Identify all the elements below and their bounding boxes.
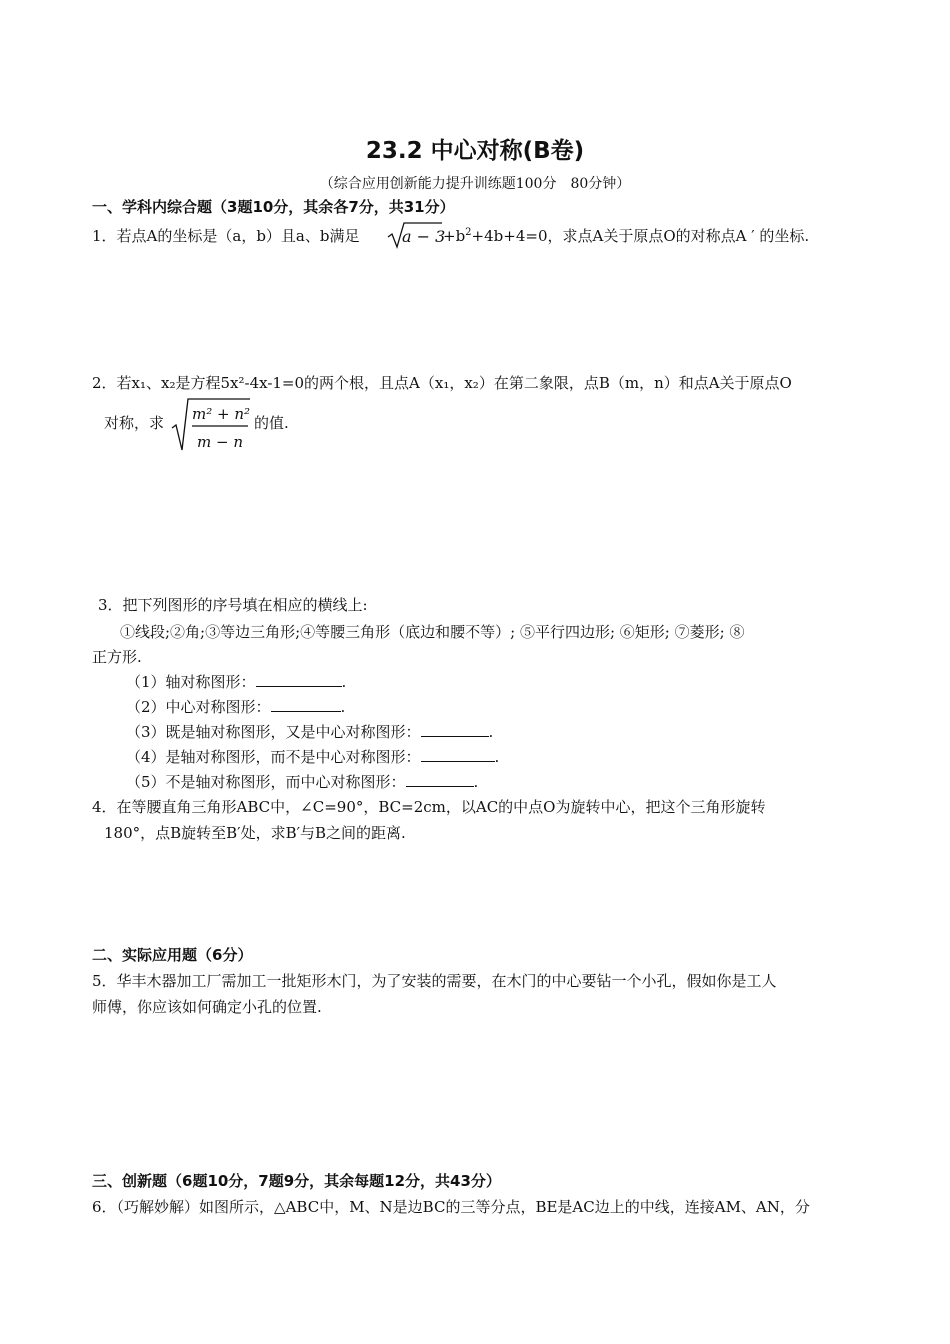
question-4-line1: 4．在等腰直角三角形ABC中，∠C=90°，BC=2cm，以AC的中点O为旋转中心，把这个三角形旋转 xyxy=(92,798,766,816)
question-3-shapes-line2: 正方形. xyxy=(92,648,142,666)
q3-item-5: （5）不是轴对称图形，而中心对称图形： . xyxy=(126,773,479,791)
q1-suffix xyxy=(443,225,809,246)
q3-item-2: （2）中心对称图形： . xyxy=(126,698,346,716)
q3-item-1-label: （1）轴对称图形： xyxy=(126,673,256,691)
q3-item-2-label: （2）中心对称图形： xyxy=(126,698,271,716)
question-2-line2-suffix: 的值. xyxy=(254,414,289,432)
q3-blank-1[interactable] xyxy=(256,672,342,687)
q3-item-3: （3）既是轴对称图形，又是中心对称图形： . xyxy=(126,723,494,741)
question-2-line1: 2．若x₁、x₂是方程5x²-4x-1=0的两个根，且点A（x₁，x₂）在第二象限，点B（m，n）和点A关于原点O xyxy=(92,374,792,392)
q2-numerator: m² + n² xyxy=(192,405,251,423)
question-2-line2-prefix: 对称，求 xyxy=(104,414,165,432)
q3-blank-2[interactable] xyxy=(271,697,341,712)
q3-blank-3[interactable] xyxy=(421,722,489,737)
question-4-line2: 180°，点B旋转至B′处，求B′与B之间的距离. xyxy=(104,824,406,842)
q3-item-3-label: （3）既是轴对称图形，又是中心对称图形： xyxy=(126,723,421,741)
q3-item-4: （4）是轴对称图形，而不是中心对称图形： . xyxy=(126,748,500,766)
q3-blank-4[interactable] xyxy=(421,747,495,762)
section-heading-3: 三、创新题（6题10分，7题9分，其余每题12分，共43分） xyxy=(92,1172,501,1190)
question-3-shapes-line1: ①线段;②角;③等边三角形;④等腰三角形（底边和腰不等）; ⑤平行四边形; ⑥矩形; ⑦菱形; ⑧ xyxy=(120,623,745,641)
q1-suffix-b: +b xyxy=(443,227,466,245)
page-title: 23.2 中心对称(B卷) xyxy=(365,138,585,164)
page-subtitle: （综合应用创新能力提升训练题100分 80分钟） xyxy=(319,176,631,192)
question-1 xyxy=(92,225,359,246)
section-heading-2: 二、实际应用题（6分） xyxy=(92,946,253,964)
q1-suffix-rest: +4b+4=0，求点A关于原点O的对称点A ′ 的坐标. xyxy=(471,227,810,245)
question-5-line2: 师傅，你应该如何确定小孔的位置. xyxy=(92,998,322,1016)
q3-item-5-label: （5）不是轴对称图形，而中心对称图形： xyxy=(126,773,406,791)
question-6-line1: 6．（巧解妙解）如图所示，△ABC中，M、N是边BC的三等分点，BE是AC边上的中线，连接AM、AN，分 xyxy=(92,1198,810,1216)
q1-radicand: a − 3 xyxy=(402,227,446,246)
question-5-line1: 5．华丰木器加工厂需加工一批矩形木门，为了安装的需要，在木门的中心要钻一个小孔，假如你是工人 xyxy=(92,972,777,990)
q2-denominator: m − n xyxy=(197,433,243,451)
q1-prefix: 1．若点A的坐标是（a，b）且a、b满足 xyxy=(92,227,360,245)
q1-suffix-exp: 2 xyxy=(465,227,472,238)
section-heading-1: 一、学科内综合题（3题10分，其余各7分，共31分） xyxy=(92,198,455,216)
q3-item-4-label: （4）是轴对称图形，而不是中心对称图形： xyxy=(126,748,421,766)
q3-blank-5[interactable] xyxy=(406,772,474,787)
q3-item-1: （1）轴对称图形： . xyxy=(126,673,347,691)
question-3-intro: 3．把下列图形的序号填在相应的横线上: xyxy=(98,596,368,614)
